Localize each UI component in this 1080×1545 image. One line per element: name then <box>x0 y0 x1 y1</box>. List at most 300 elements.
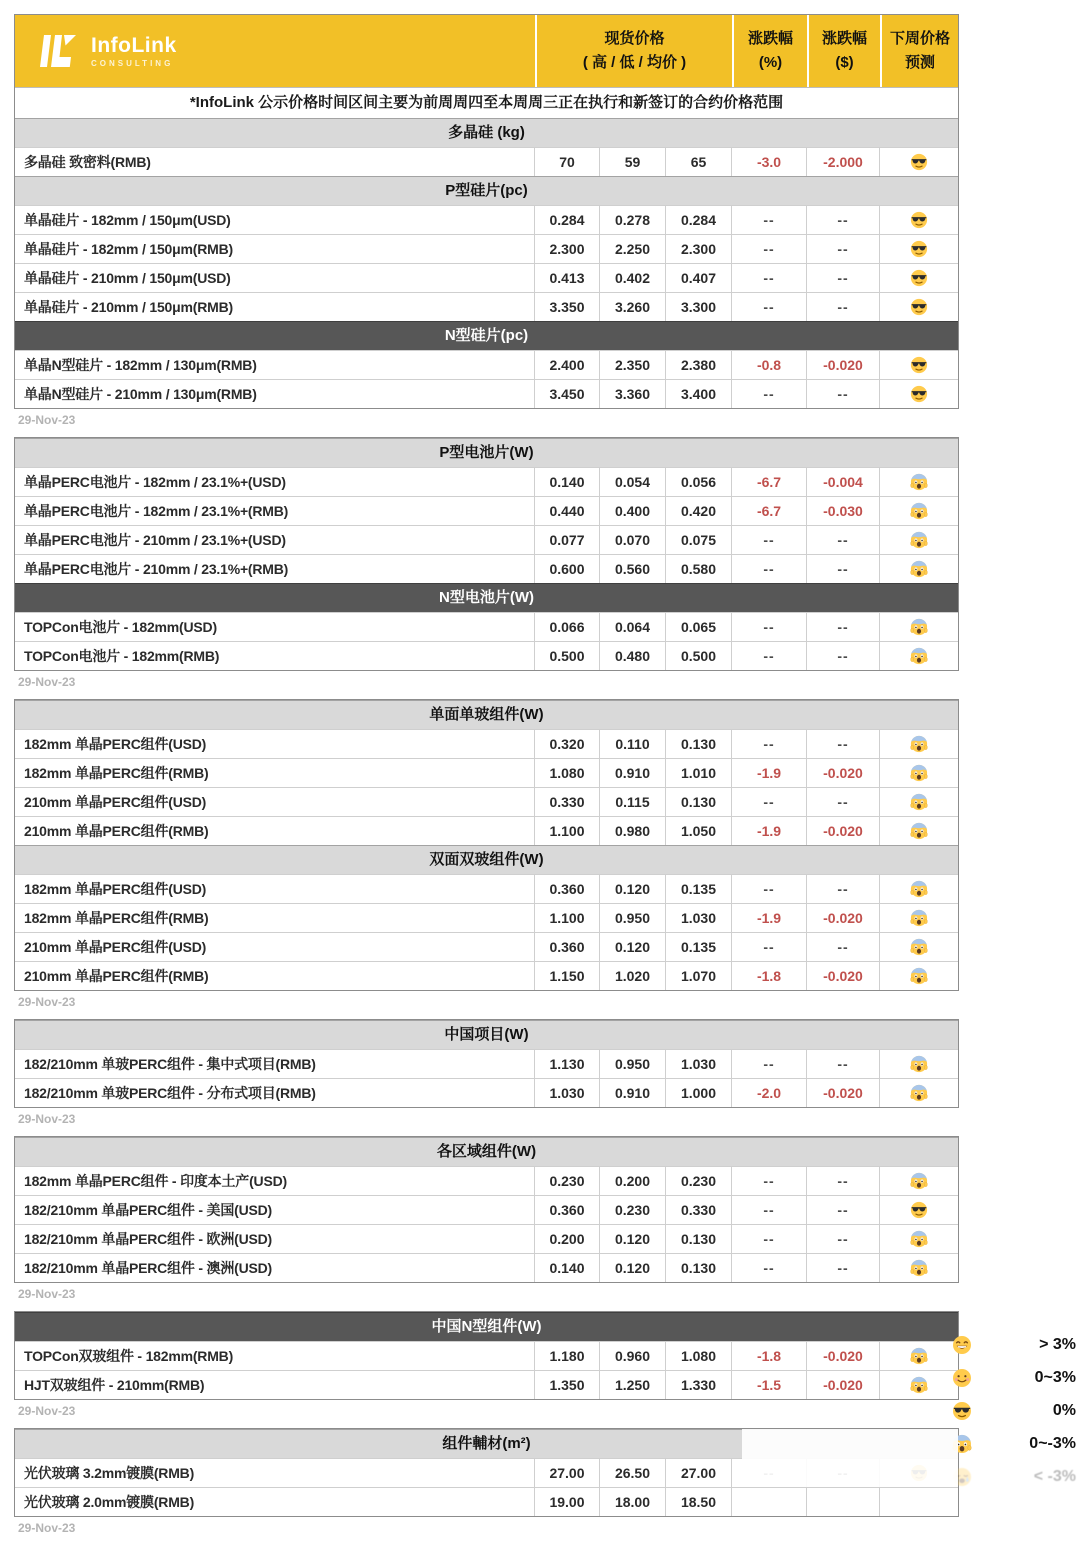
price-avg-cell: 0.130 <box>666 788 732 816</box>
smile-face-icon <box>952 1368 972 1388</box>
change-dollar-cell: -0.020 <box>807 1342 880 1370</box>
block-date: 29-Nov-23 <box>18 1112 76 1126</box>
price-low-cell: 0.278 <box>600 206 666 234</box>
price-avg-cell: 0.284 <box>666 206 732 234</box>
forecast-line2: 预测 <box>904 54 935 71</box>
price-avg-cell: 0.075 <box>666 526 732 554</box>
price-low-cell: 0.950 <box>600 904 666 932</box>
table-row <box>15 467 958 496</box>
table-row <box>15 787 958 816</box>
price-high-cell: 0.600 <box>535 555 600 583</box>
change-percent-line2: (%) <box>758 54 783 71</box>
change-percent-cell: -3.0 <box>732 148 807 176</box>
block-date: 29-Nov-23 <box>18 1287 76 1301</box>
product-name-cell: 182mm 单晶PERC组件 - 印度本土产(USD) <box>15 1167 535 1195</box>
legend-label: 0~-3% <box>1029 1434 1076 1452</box>
product-name-cell: 单晶硅片 - 210mm / 150μm(USD) <box>15 264 535 292</box>
cool-face-icon <box>952 1401 972 1421</box>
column-header-spot-price <box>535 15 732 87</box>
forecast-cell <box>880 351 958 379</box>
legend-item <box>952 1427 1078 1460</box>
legend-label: > 3% <box>1039 1335 1076 1353</box>
white-smudge-overlay <box>742 1429 958 1487</box>
product-name-cell: 182mm 单晶PERC组件(RMB) <box>15 759 535 787</box>
price-high-cell: 1.180 <box>535 1342 600 1370</box>
scream-face-icon <box>910 1376 928 1394</box>
table-row <box>15 205 958 234</box>
forecast-cell <box>880 962 958 990</box>
price-low-cell: 3.360 <box>600 380 666 408</box>
price-low-cell: 0.070 <box>600 526 666 554</box>
product-name-cell: 单晶PERC电池片 - 182mm / 23.1%+(USD) <box>15 468 535 496</box>
scream-face-icon <box>910 909 928 927</box>
price-low-cell: 0.480 <box>600 642 666 670</box>
table-row <box>15 612 958 641</box>
change-percent-cell: -- <box>732 1196 807 1224</box>
product-name-cell: 多晶硅 致密料(RMB) <box>15 148 535 176</box>
product-name-cell: 单晶PERC电池片 - 210mm / 23.1%+(USD) <box>15 526 535 554</box>
table-block <box>14 1019 959 1108</box>
change-dollar-cell: -0.020 <box>807 817 880 845</box>
product-name-cell: TOPCon电池片 - 182mm(RMB) <box>15 642 535 670</box>
section-header: 组件輔材(m²) <box>15 1429 958 1458</box>
change-dollar-line1: 涨跌幅 <box>821 30 867 47</box>
price-low-cell: 0.120 <box>600 1225 666 1253</box>
product-name-cell: 210mm 单晶PERC组件(RMB) <box>15 817 535 845</box>
table-row <box>15 1049 958 1078</box>
table-block <box>14 699 959 991</box>
spot-price-line1: 现货价格 <box>604 30 665 47</box>
price-low-cell: 0.115 <box>600 788 666 816</box>
legend-item <box>952 1361 1078 1394</box>
table-row <box>15 729 958 758</box>
block-date: 29-Nov-23 <box>18 995 76 1009</box>
change-dollar-cell: -- <box>807 380 880 408</box>
scream-face-icon <box>910 822 928 840</box>
change-dollar-cell: -- <box>807 235 880 263</box>
forecast-cell <box>880 235 958 263</box>
change-percent-cell: -1.9 <box>732 904 807 932</box>
product-name-cell: 210mm 单晶PERC组件(USD) <box>15 788 535 816</box>
product-name-cell: 182/210mm 单玻PERC组件 - 集中式项目(RMB) <box>15 1050 535 1078</box>
scream-face-icon <box>910 502 928 520</box>
price-avg-cell: 1.010 <box>666 759 732 787</box>
table-header-band <box>15 15 958 87</box>
price-low-cell: 2.350 <box>600 351 666 379</box>
infolink-logo <box>15 15 535 87</box>
price-low-cell: 0.120 <box>600 1254 666 1282</box>
forecast-cell <box>880 904 958 932</box>
price-high-cell: 1.030 <box>535 1079 600 1107</box>
block-date: 29-Nov-23 <box>18 1521 76 1535</box>
price-low-cell: 0.402 <box>600 264 666 292</box>
price-avg-cell: 0.065 <box>666 613 732 641</box>
change-dollar-cell: -- <box>807 933 880 961</box>
section-header: P型硅片(pc) <box>15 176 958 205</box>
forecast-cell <box>880 526 958 554</box>
change-percent-cell: -- <box>732 613 807 641</box>
column-header-change-dollar <box>807 15 880 87</box>
price-low-cell: 1.250 <box>600 1371 666 1399</box>
price-low-cell: 0.950 <box>600 1050 666 1078</box>
change-dollar-cell: -0.020 <box>807 351 880 379</box>
forecast-cell <box>880 1254 958 1282</box>
table-block <box>14 1311 959 1400</box>
legend-label: 0% <box>1052 1401 1076 1419</box>
price-table-blocks <box>14 14 959 1545</box>
table-block <box>14 1136 959 1283</box>
price-avg-cell: 0.135 <box>666 875 732 903</box>
price-avg-cell: 18.50 <box>666 1488 732 1516</box>
change-dollar-line2: ($) <box>835 54 854 71</box>
infolink-logo-text <box>91 35 177 68</box>
price-avg-cell: 1.070 <box>666 962 732 990</box>
change-percent-cell: -- <box>732 642 807 670</box>
scream-face-icon <box>910 793 928 811</box>
price-avg-cell: 0.420 <box>666 497 732 525</box>
price-avg-cell: 0.330 <box>666 1196 732 1224</box>
change-dollar-cell: -0.020 <box>807 1079 880 1107</box>
price-avg-cell: 3.300 <box>666 293 732 321</box>
product-name-cell: 单晶PERC电池片 - 182mm / 23.1%+(RMB) <box>15 497 535 525</box>
price-high-cell: 1.150 <box>535 962 600 990</box>
scream-face-icon <box>910 1172 928 1190</box>
forecast-cell <box>880 1371 958 1399</box>
forecast-cell <box>880 555 958 583</box>
infolink-logo-icon <box>37 33 79 69</box>
product-name-cell: 光伏玻璃 2.0mm镀膜(RMB) <box>15 1488 535 1516</box>
change-dollar-cell: -0.030 <box>807 497 880 525</box>
scream-face-icon <box>910 647 928 665</box>
product-name-cell: TOPCon电池片 - 182mm(USD) <box>15 613 535 641</box>
price-low-cell: 0.560 <box>600 555 666 583</box>
product-name-cell: 单晶PERC电池片 - 210mm / 23.1%+(RMB) <box>15 555 535 583</box>
change-dollar-cell: -- <box>807 1225 880 1253</box>
grin-face-icon <box>952 1335 972 1355</box>
change-dollar-cell: -0.020 <box>807 1371 880 1399</box>
price-high-cell: 0.360 <box>535 875 600 903</box>
block-date: 29-Nov-23 <box>18 675 76 689</box>
price-low-cell: 0.230 <box>600 1196 666 1224</box>
scream-face-icon <box>910 618 928 636</box>
scream-face-icon <box>910 1084 928 1102</box>
price-high-cell: 1.080 <box>535 759 600 787</box>
price-low-cell: 3.260 <box>600 293 666 321</box>
price-avg-cell: 2.380 <box>666 351 732 379</box>
price-high-cell: 3.450 <box>535 380 600 408</box>
change-dollar-cell: -- <box>807 613 880 641</box>
price-low-cell: 0.910 <box>600 759 666 787</box>
table-row <box>15 234 958 263</box>
forecast-legend <box>952 1328 1078 1493</box>
price-avg-cell: 1.000 <box>666 1079 732 1107</box>
change-percent-cell: -- <box>732 206 807 234</box>
table-row <box>15 379 958 408</box>
forecast-cell <box>880 293 958 321</box>
cool-face-icon <box>910 240 928 258</box>
block-sections <box>15 118 958 408</box>
price-low-cell: 0.200 <box>600 1167 666 1195</box>
change-dollar-cell: -0.020 <box>807 904 880 932</box>
price-high-cell: 0.077 <box>535 526 600 554</box>
column-header-forecast <box>880 15 958 87</box>
price-high-cell: 0.066 <box>535 613 600 641</box>
table-row <box>15 1166 958 1195</box>
product-name-cell: 182/210mm 单玻PERC组件 - 分布式项目(RMB) <box>15 1079 535 1107</box>
forecast-cell <box>880 788 958 816</box>
table-row <box>15 263 958 292</box>
change-percent-cell: -1.9 <box>732 759 807 787</box>
forecast-cell <box>880 1225 958 1253</box>
scream-face-icon <box>910 1347 928 1365</box>
price-high-cell: 1.100 <box>535 904 600 932</box>
table-row <box>15 961 958 990</box>
scream-face-icon <box>910 473 928 491</box>
scream-face-icon <box>910 938 928 956</box>
table-row <box>15 496 958 525</box>
change-percent-cell: -6.7 <box>732 497 807 525</box>
change-percent-cell: -- <box>732 730 807 758</box>
price-high-cell: 0.320 <box>535 730 600 758</box>
change-dollar-cell: -2.000 <box>807 148 880 176</box>
change-dollar-cell: -- <box>807 1254 880 1282</box>
forecast-cell <box>880 817 958 845</box>
price-high-cell: 0.140 <box>535 1254 600 1282</box>
section-header: N型电池片(W) <box>15 583 958 612</box>
product-name-cell: 182mm 单晶PERC组件(USD) <box>15 730 535 758</box>
change-dollar-cell: -0.020 <box>807 759 880 787</box>
table-row <box>15 816 958 845</box>
change-dollar-cell: -- <box>807 730 880 758</box>
scream-face-icon <box>910 560 928 578</box>
cool-face-icon <box>910 1201 928 1219</box>
price-avg-cell: 0.407 <box>666 264 732 292</box>
price-high-cell: 0.360 <box>535 933 600 961</box>
price-high-cell: 27.00 <box>535 1459 600 1487</box>
product-name-cell: 单晶N型硅片 - 210mm / 130μm(RMB) <box>15 380 535 408</box>
change-percent-cell: -- <box>732 380 807 408</box>
price-low-cell: 0.980 <box>600 817 666 845</box>
product-name-cell: 210mm 单晶PERC组件(USD) <box>15 933 535 961</box>
section-header: 双面双玻组件(W) <box>15 845 958 874</box>
scream-face-icon <box>910 531 928 549</box>
price-high-cell: 0.284 <box>535 206 600 234</box>
product-name-cell: HJT双玻组件 - 210mm(RMB) <box>15 1371 535 1399</box>
price-high-cell: 2.300 <box>535 235 600 263</box>
forecast-cell <box>880 642 958 670</box>
legend-item <box>952 1328 1078 1361</box>
table-row <box>15 903 958 932</box>
price-avg-cell: 0.135 <box>666 933 732 961</box>
forecast-cell <box>880 730 958 758</box>
price-high-cell: 0.413 <box>535 264 600 292</box>
cool-face-icon <box>910 298 928 316</box>
product-name-cell: 单晶硅片 - 182mm / 150μm(RMB) <box>15 235 535 263</box>
price-low-cell: 0.960 <box>600 1342 666 1370</box>
table-block <box>14 14 959 409</box>
block-date: 29-Nov-23 <box>18 1404 76 1418</box>
change-dollar-cell: -- <box>807 1167 880 1195</box>
change-percent-cell: -- <box>732 293 807 321</box>
forecast-cell <box>880 468 958 496</box>
table-row <box>15 932 958 961</box>
price-low-cell: 0.910 <box>600 1079 666 1107</box>
block-date: 29-Nov-23 <box>18 413 76 427</box>
price-period-note: *InfoLink 公示价格时间区间主要为前周周四至本周周三正在执行和新签订的合约价格范围 <box>15 87 958 118</box>
table-row <box>15 758 958 787</box>
change-dollar-cell: -- <box>807 1196 880 1224</box>
price-high-cell: 0.140 <box>535 468 600 496</box>
change-percent-cell: -- <box>732 1167 807 1195</box>
price-high-cell: 3.350 <box>535 293 600 321</box>
forecast-cell <box>880 613 958 641</box>
legend-item <box>952 1394 1078 1427</box>
table-block <box>14 437 959 671</box>
change-dollar-cell: -0.020 <box>807 962 880 990</box>
change-dollar-cell: -- <box>807 875 880 903</box>
price-low-cell: 2.250 <box>600 235 666 263</box>
forecast-cell <box>880 264 958 292</box>
change-percent-cell: -- <box>732 555 807 583</box>
change-percent-cell: -- <box>732 526 807 554</box>
price-avg-cell: 1.030 <box>666 1050 732 1078</box>
product-name-cell: 182mm 单晶PERC组件(USD) <box>15 875 535 903</box>
section-header: 单面单玻组件(W) <box>15 700 958 729</box>
change-dollar-cell <box>807 1488 880 1516</box>
cool-face-icon <box>910 211 928 229</box>
scream-face-icon <box>910 1230 928 1248</box>
brand-name: InfoLink <box>91 33 177 57</box>
price-avg-cell: 2.300 <box>666 235 732 263</box>
price-low-cell: 59 <box>600 148 666 176</box>
forecast-cell <box>880 759 958 787</box>
change-percent-cell: -2.0 <box>732 1079 807 1107</box>
product-name-cell: 单晶N型硅片 - 182mm / 130μm(RMB) <box>15 351 535 379</box>
change-percent-cell: -1.9 <box>732 817 807 845</box>
product-name-cell: 182/210mm 单晶PERC组件 - 欧洲(USD) <box>15 1225 535 1253</box>
price-avg-cell: 65 <box>666 148 732 176</box>
change-dollar-cell: -0.004 <box>807 468 880 496</box>
table-row <box>15 1224 958 1253</box>
scream-face-icon <box>910 735 928 753</box>
table-row <box>15 1370 958 1399</box>
change-dollar-cell: -- <box>807 555 880 583</box>
change-percent-cell: -- <box>732 264 807 292</box>
change-dollar-cell: -- <box>807 264 880 292</box>
price-avg-cell: 1.330 <box>666 1371 732 1399</box>
section-header: 中国N型组件(W) <box>15 1312 958 1341</box>
price-low-cell: 26.50 <box>600 1459 666 1487</box>
change-percent-cell: -- <box>732 1254 807 1282</box>
table-row <box>15 525 958 554</box>
price-avg-cell: 0.130 <box>666 1254 732 1282</box>
change-percent-cell: -- <box>732 1050 807 1078</box>
forecast-cell <box>880 1167 958 1195</box>
price-low-cell: 0.400 <box>600 497 666 525</box>
section-header: 各区域组件(W) <box>15 1137 958 1166</box>
change-percent-cell: -- <box>732 235 807 263</box>
scream-face-icon <box>910 1055 928 1073</box>
spot-price-line2: ( 高 / 低 / 均价 ) <box>582 54 687 71</box>
table-row <box>15 1195 958 1224</box>
price-low-cell: 0.110 <box>600 730 666 758</box>
price-avg-cell: 0.130 <box>666 1225 732 1253</box>
table-row <box>15 641 958 670</box>
scream-face-icon <box>910 967 928 985</box>
brand-subtitle: CONSULTING <box>91 58 174 68</box>
table-row <box>15 292 958 321</box>
price-avg-cell: 1.030 <box>666 904 732 932</box>
forecast-cell <box>880 380 958 408</box>
price-low-cell: 18.00 <box>600 1488 666 1516</box>
price-high-cell: 70 <box>535 148 600 176</box>
table-row <box>15 350 958 379</box>
change-dollar-cell: -- <box>807 293 880 321</box>
section-header: 多晶硅 (kg) <box>15 118 958 147</box>
forecast-cell <box>880 206 958 234</box>
change-percent-cell: -1.8 <box>732 1342 807 1370</box>
table-row <box>15 1253 958 1282</box>
change-percent-cell: -1.8 <box>732 962 807 990</box>
change-percent-cell: -6.7 <box>732 468 807 496</box>
change-dollar-cell: -- <box>807 206 880 234</box>
column-header-change-percent <box>732 15 807 87</box>
price-low-cell: 1.020 <box>600 962 666 990</box>
price-high-cell: 2.400 <box>535 351 600 379</box>
price-high-cell: 19.00 <box>535 1488 600 1516</box>
cool-face-icon <box>910 269 928 287</box>
forecast-cell <box>880 148 958 176</box>
price-low-cell: 0.064 <box>600 613 666 641</box>
price-high-cell: 0.440 <box>535 497 600 525</box>
forecast-cell <box>880 1342 958 1370</box>
change-percent-cell: -- <box>732 1225 807 1253</box>
change-percent-cell: -- <box>732 788 807 816</box>
price-avg-cell: 1.080 <box>666 1342 732 1370</box>
scream-face-icon <box>910 764 928 782</box>
price-high-cell: 1.350 <box>535 1371 600 1399</box>
section-header: 中国项目(W) <box>15 1020 958 1049</box>
price-low-cell: 0.120 <box>600 933 666 961</box>
change-dollar-cell: -- <box>807 788 880 816</box>
change-percent-cell <box>732 1488 807 1516</box>
product-name-cell: 光伏玻璃 3.2mm镀膜(RMB) <box>15 1459 535 1487</box>
scream-face-icon <box>910 1259 928 1277</box>
change-dollar-cell: -- <box>807 642 880 670</box>
table-row <box>15 554 958 583</box>
price-avg-cell: 3.400 <box>666 380 732 408</box>
cool-face-icon <box>910 385 928 403</box>
section-header: P型电池片(W) <box>15 438 958 467</box>
forecast-line1: 下周价格 <box>889 30 950 47</box>
change-percent-line1: 涨跌幅 <box>747 30 793 47</box>
price-high-cell: 0.200 <box>535 1225 600 1253</box>
product-name-cell: 182mm 单晶PERC组件(RMB) <box>15 904 535 932</box>
forecast-cell <box>880 1079 958 1107</box>
section-header: N型硅片(pc) <box>15 321 958 350</box>
change-percent-cell: -0.8 <box>732 351 807 379</box>
forecast-cell <box>880 1196 958 1224</box>
price-high-cell: 0.330 <box>535 788 600 816</box>
price-high-cell: 0.230 <box>535 1167 600 1195</box>
price-avg-cell: 0.056 <box>666 468 732 496</box>
forecast-cell <box>880 875 958 903</box>
price-high-cell: 0.500 <box>535 642 600 670</box>
product-name-cell: TOPCon双玻组件 - 182mm(RMB) <box>15 1342 535 1370</box>
forecast-cell <box>880 1488 958 1516</box>
price-avg-cell: 0.130 <box>666 730 732 758</box>
price-avg-cell: 0.230 <box>666 1167 732 1195</box>
